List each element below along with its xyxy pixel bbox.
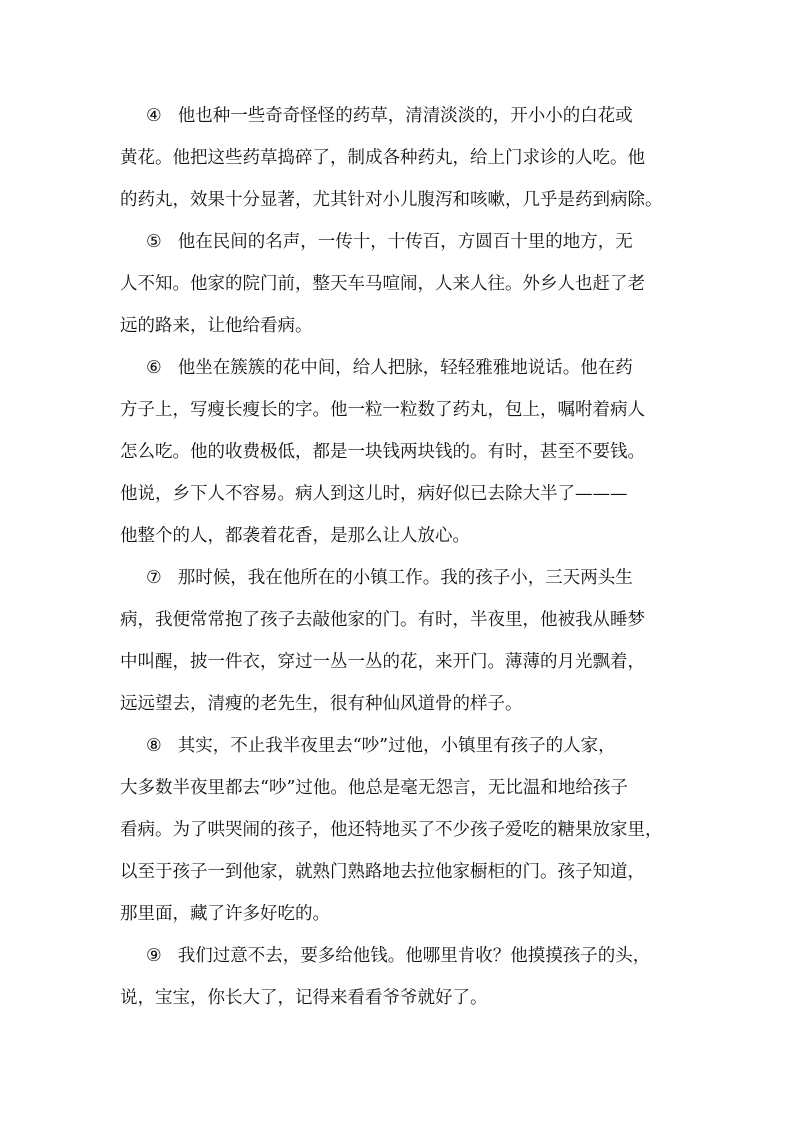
paragraph-9 [120,935,680,1019]
paragraph-line [120,557,680,599]
paragraph-number: ⑥ [146,358,162,378]
paragraph-number: ④ [146,106,162,126]
paragraph-5 [120,221,680,347]
paragraph-line: 他整个的人，都袭着花香，是那么让人放心。 [120,526,470,546]
paragraph-4 [120,95,680,221]
paragraph-line: 看病。为了哄哭闹的孩子，他还特地买了不少孩子爱吃的糖果放家里， [120,820,663,840]
paragraph-line: 怎么吃。他的收费极低，都是一块钱两块钱的。有时，甚至不要钱。 [120,442,645,462]
line-text: 他也种一些奇奇怪怪的药草，清清淡淡的，开小小的白花或 [177,106,633,126]
paragraph-line: 大多数半夜里都去“吵”过他。他总是毫无怨言，无比温和地给孩子 [120,778,628,798]
paragraph-7 [120,557,680,725]
line-text: 他坐在簇簇的花中间，给人把脉，轻轻雅雅地说话。他在药 [177,358,633,378]
line-text: 我们过意不去，要多给他钱。他哪里肯收？他摸摸孩子的头， [177,946,651,966]
paragraph-line: 他说，乡下人不容易。病人到这儿时，病好似已去除大半了——— [120,484,628,504]
paragraph-line: 的药丸，效果十分显著，尤其针对小儿腹泻和咳嗽，几乎是药到病除。 [120,190,663,210]
paragraph-line: 方子上，写瘦长瘦长的字。他一粒一粒数了药丸，包上，嘱咐着病人 [120,400,645,420]
paragraph-line [120,725,680,767]
paragraph-line: 人不知。他家的院门前，整天车马喧闹，人来人往。外乡人也赶了老 [120,274,645,294]
paragraph-line: 病，我便常常抱了孩子去敲他家的门。有时，半夜里，他被我从睡梦 [120,610,645,630]
paragraph-8 [120,725,680,935]
paragraph-line: 黄花。他把这些药草捣碎了，制成各种药丸，给上门求诊的人吃。他 [120,148,645,168]
paragraph-number: ⑨ [146,946,162,966]
paragraph-number: ⑧ [146,736,162,756]
paragraph-line [120,347,680,389]
paragraph-line [120,935,680,977]
paragraph-line: 那里面，藏了许多好吃的。 [120,904,330,924]
paragraph-line: 以至于孩子一到他家，就熟门熟路地去拉他家橱柜的门。孩子知道， [120,862,645,882]
paragraph-line: 说，宝宝，你长大了，记得来看看爷爷就好了。 [120,988,488,1008]
paragraph-line [120,221,680,263]
paragraph-number: ⑦ [146,568,162,588]
paragraph-6 [120,347,680,557]
paragraph-line [120,95,680,137]
line-text: 他在民间的名声，一传十，十传百，方圆百十里的地方，无 [177,232,633,252]
paragraph-number: ⑤ [146,232,162,252]
line-text: 那时候，我在他所在的小镇工作。我的孩子小，三天两头生 [177,568,633,588]
paragraph-line: 远的路来，让他给看病。 [120,316,313,336]
line-text: 其实，不止我半夜里去“吵”过他，小镇里有孩子的人家， [177,736,616,756]
paragraph-line: 中叫醒，披一件衣，穿过一丛一丛的花，来开门。薄薄的月光飘着， [120,652,645,672]
paragraph-line: 远远望去，清瘦的老先生，很有种仙风道骨的样子。 [120,694,523,714]
text-body [120,95,680,1019]
